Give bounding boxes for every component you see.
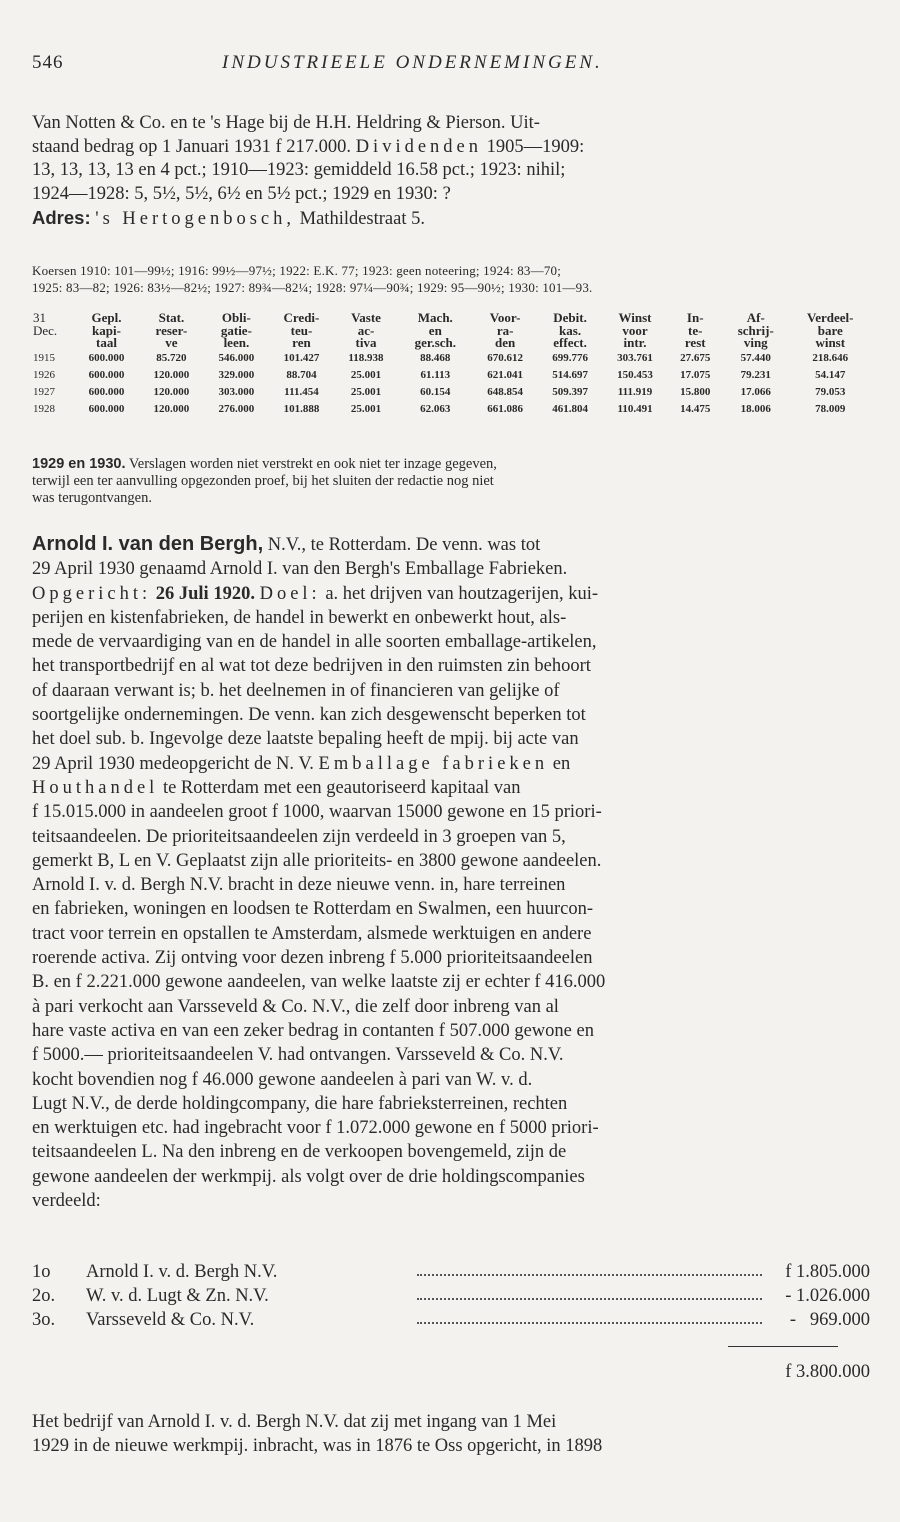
- table-cell: 218.646: [812, 351, 849, 364]
- financial-table: [32, 312, 872, 418]
- table-cell: 57.440: [740, 351, 771, 364]
- report-note: 1929 en 1930. Verslagen worden niet verstrekt en ook niet ter inzage gegeven, terwijl een ter aanvulling opgezonden proef, bij het sluiten der redactie nog niet was terugontvangen.: [32, 456, 497, 506]
- table-cell: 17.066: [740, 385, 771, 398]
- table-cell: 120.000: [153, 385, 190, 398]
- distribution-list: [32, 1262, 870, 1334]
- column-header: Gepl. kapi- taal: [91, 310, 122, 350]
- koersen-line: 1925: 83—82; 1926: 83½—82½; 1927: 89¾—82¼; 1928: 97¼—90¾; 1929: 95—90½; 1930: 101—93.: [32, 280, 593, 295]
- column-header: Winst voor intr.: [618, 310, 652, 350]
- table-cell: 101.888: [283, 402, 320, 415]
- page-number: 546: [32, 52, 64, 73]
- opgericht-date: 26 Juli 1920.: [155, 583, 255, 604]
- column-header: Credi- teu- ren: [283, 310, 320, 350]
- table-cell: 600.000: [88, 368, 125, 381]
- adres-line: [32, 206, 870, 232]
- table-row: [32, 384, 872, 401]
- table-cell: 600.000: [88, 402, 125, 415]
- note-years: 1929 en 1930.: [32, 456, 126, 472]
- table-cell: 546.000: [218, 351, 255, 364]
- table-cell: 111.919: [617, 385, 653, 398]
- table-row: [32, 367, 872, 384]
- table-cell: 509.397: [552, 385, 588, 398]
- table-cell: 461.804: [552, 402, 588, 415]
- column-header: Verdeel- bare winst: [807, 310, 854, 350]
- table-cell: 1915: [33, 351, 55, 364]
- table-cell: 14.475: [680, 402, 711, 415]
- table-cell: 1928: [33, 402, 55, 415]
- table-cell: 303.761: [617, 351, 653, 364]
- leader-dots: [417, 1298, 762, 1300]
- table-cell: 120.000: [153, 402, 190, 415]
- table-cell: 15.800: [680, 385, 711, 398]
- table-cell: 25.001: [350, 385, 382, 398]
- table-cell: 120.000: [153, 368, 190, 381]
- table-cell: 17.075: [680, 368, 711, 381]
- column-header: 31 Dec.: [33, 310, 58, 338]
- intro-line: staand bedrag op 1 Januari 1931 f 217.000. Dividenden 1905—1909:: [32, 136, 585, 157]
- column-header: Debit. kas. effect.: [553, 310, 587, 350]
- table-cell: 110.491: [617, 402, 653, 415]
- table-cell: 61.113: [420, 368, 451, 381]
- table-cell: 670.612: [487, 351, 523, 364]
- table-cell: 699.776: [552, 351, 588, 364]
- table-cell: 88.704: [286, 368, 317, 381]
- table-cell: 101.427: [283, 351, 320, 364]
- company-name: Arnold I. van den Bergh,: [32, 533, 264, 555]
- running-title: INDUSTRIEELE ONDERNEMINGEN.: [222, 52, 603, 73]
- column-header: In- te- rest: [684, 310, 706, 350]
- table-cell: 329.000: [218, 368, 255, 381]
- distribution-total: f 3.800.000: [785, 1362, 870, 1382]
- list-item: 2o. W. v. d. Lugt & Zn. N.V. - 1.026.000: [32, 1286, 870, 1306]
- houthandel-name: Houthandel: [32, 777, 159, 798]
- table-cell: 88.468: [420, 351, 451, 364]
- adres-label: Adres:: [32, 207, 91, 228]
- closing-paragraph: Het bedrijf van Arnold I. v. d. Bergh N.V. dat zij met ingang van 1 Mei 1929 in de nieuwe werkmpij. inbracht, was in 1876 te Oss opgericht, in 1898: [32, 1412, 603, 1457]
- intro-line: 1924—1928: 5, 5½, 5½, 6½ en 5½ pct.; 1929 en 1930: ?: [32, 183, 451, 204]
- table-cell: 1927: [33, 385, 55, 398]
- company-section: Arnold I. van den Bergh, N.V., te Rotterdam. De venn. was tot 29 April 1930 genaamd Arnold I. van den Bergh's Emballage Fabrieken. Opgericht: 26 Juli 1920. Doel: a. het drijven van houtzagerijen, kui- perijen en kistenfabrieken, de handel in bewerkt en onbewerkt hout, als- mede de vervaardiging van en de handel in alle soorten emballage-artikelen, het transportbedrijf en al wat tot deze bedrijven in den ruimsten zin behoort of daaraan verwant is; b. het deelnemen in of financieren van gelijke of soortgelijke ondernemingen. De venn. kan zich desgewenscht beperken tot het doel sub. b. Ingevolge deze laatste bepaling heeft de mpij. bij acte van 29 April 1930 medeopgericht de N. V. Emballage fabrieken en Houthandel te Rotterdam met een geautoriseerd kapitaal van f 15.015.000 in aandeelen groot f 1000, waarvan 15000 gewone en 15 priori- teitsaandeelen. De prioriteitsaandeelen zijn verdeeld in 3 groepen van 5, gemerkt B, L en V. Geplaatst zijn alle prioriteits- en 3800 gewone aandeelen. Arnold I. v. d. Bergh N.V. bracht in deze nieuwe venn. in, hare terreinen en fabrieken, woningen en loodsen te Rotterdam en Swalmen, een huurcon- tract voor terrein en opstallen te Amsterdam, alsmede werktuigen en andere roerende activa. Zij ontving voor dezen inbreng f 5.000 prioriteitsaandeelen B. en f 2.221.000 gewone aandeelen, van welke laatste zij er echter f 416.000 à pari verkocht aan Varsseveld & Co. N.V., die zelf door inbreng van al hare vaste activa en van een zeker bedrag in contanten f 507.000 gewone en f 5000.— prioriteitsaandeelen V. had ontvangen. Varsseveld & Co. N.V. kocht bovendien nog f 46.000 gewone aandeelen à pari van W. v. d. Lugt N.V., de derde holdingcompany, die hare fabrieksterreinen, rechten en werktuigen etc. had ingebracht voor f 1.072.000 gewone en f 5000 priori- teitsaandeelen L. Na den inbreng en de verkoopen bovengemeld, zijn de gewone aandeelen der werkmpij. als volgt over de drie holdingscompanies verdeeld:: [32, 533, 606, 1212]
- sum-rule: [728, 1346, 838, 1347]
- table-cell: 118.938: [348, 351, 384, 364]
- table-cell: 661.086: [487, 402, 523, 415]
- table-row: [32, 401, 872, 418]
- column-header: Voor- ra- den: [489, 310, 521, 350]
- list-item: 3o. Varsseveld & Co. N.V. - 969.000: [32, 1310, 870, 1330]
- intro-paragraph: [32, 112, 870, 232]
- koersen-line: Koersen 1910: 101—99½; 1916: 99½—97½; 1922: E.K. 77; 1923: geen noteering; 1924: 83—70;: [32, 263, 562, 278]
- column-header: Obli- gatie- leen.: [220, 310, 252, 350]
- opgericht-label: Opgericht:: [32, 583, 152, 604]
- table-cell: 18.006: [740, 402, 771, 415]
- table-cell: 150.453: [617, 368, 653, 381]
- table-cell: 54.147: [815, 368, 846, 381]
- table-cell: 27.675: [680, 351, 711, 364]
- table-cell: 1926: [33, 368, 55, 381]
- table-cell: 600.000: [88, 385, 125, 398]
- table-body: [32, 350, 872, 418]
- table-cell: 60.154: [420, 385, 451, 398]
- table-cell: 111.454: [284, 385, 319, 398]
- intro-line: Van Notten & Co. en te 's Hage bij de H.H. Heldring & Pierson. Uit-: [32, 113, 540, 133]
- table-cell: 600.000: [88, 351, 125, 364]
- column-header: Vaste ac- tiva: [351, 310, 381, 350]
- column-header: Stat. reser- ve: [155, 310, 188, 350]
- table-cell: 25.001: [350, 368, 382, 381]
- list-item: 1o Arnold I. v. d. Bergh N.V. f 1.805.000: [32, 1262, 870, 1282]
- dividenden-label: Dividenden: [355, 136, 482, 157]
- doel-label: Doel:: [259, 583, 321, 604]
- table-cell: 303.000: [218, 385, 255, 398]
- adres-street: Mathildestraat 5.: [299, 209, 425, 229]
- leader-dots: [417, 1274, 762, 1276]
- adres-city: 's Hertogenbosch,: [95, 209, 296, 229]
- leader-dots: [417, 1322, 762, 1324]
- table-cell: 514.697: [552, 368, 588, 381]
- table-cell: 621.041: [487, 368, 523, 381]
- table-cell: 85.720: [156, 351, 187, 364]
- table-cell: 79.231: [740, 368, 771, 381]
- column-header: Af- schrij- ving: [737, 310, 774, 350]
- table-cell: 648.854: [487, 385, 523, 398]
- intro-line: 13, 13, 13, 13 en 4 pct.; 1910—1923: gemiddeld 16.58 pct.; 1923: nihil;: [32, 160, 566, 180]
- table-row: [32, 350, 872, 367]
- table-header-row: [32, 312, 872, 350]
- koersen-block: [32, 262, 870, 296]
- table-cell: 78.009: [815, 402, 846, 415]
- column-header: Mach. en ger.sch.: [414, 310, 456, 350]
- emballage-name: Emballage fabrieken: [318, 753, 549, 774]
- table-cell: 276.000: [218, 402, 255, 415]
- table-cell: 62.063: [420, 402, 451, 415]
- table-cell: 79.053: [815, 385, 846, 398]
- table-cell: 25.001: [350, 402, 382, 415]
